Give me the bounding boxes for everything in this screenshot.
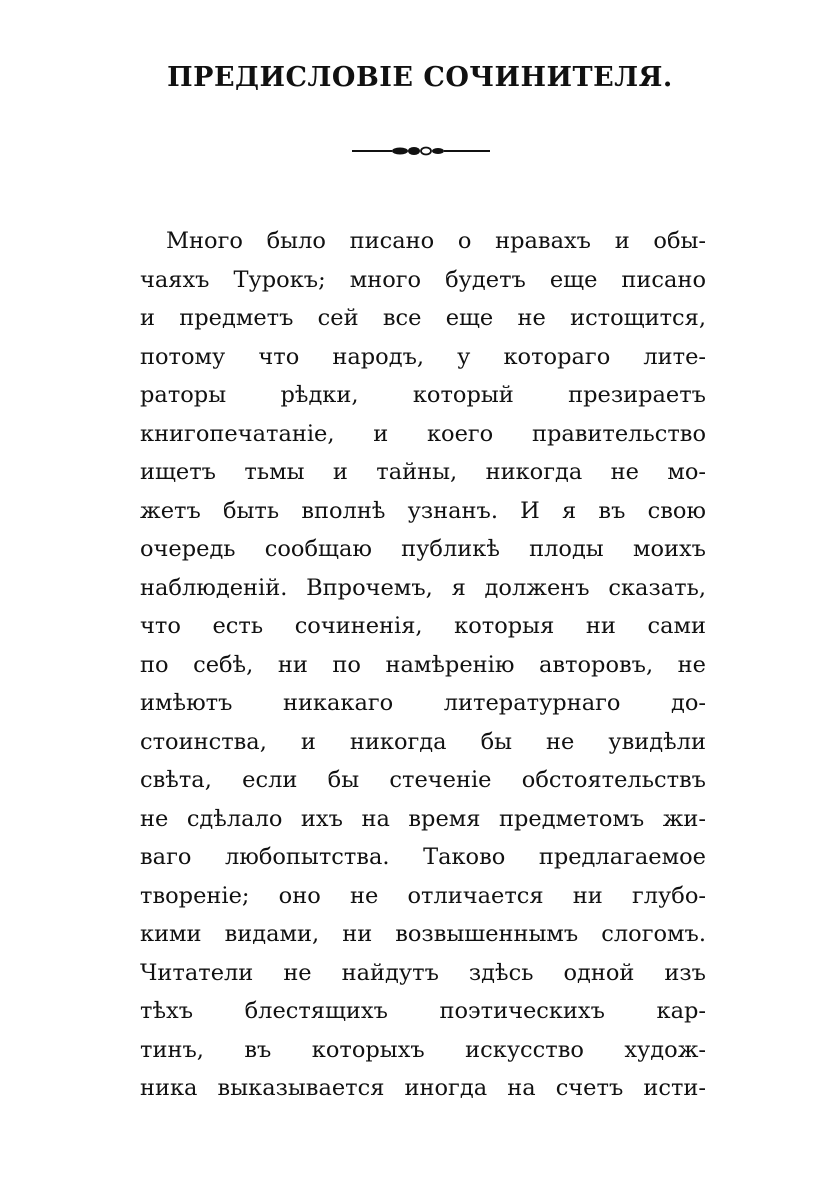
text-line: очередь сообщаю публикѣ плоды моихъ [140, 536, 706, 562]
text-line: ищетъ тьмы и тайны, никогда не мо- [140, 459, 706, 485]
preface-paragraph [140, 222, 706, 1108]
text-line: раторы рѣдки, который презираетъ [140, 382, 706, 408]
text-line: Читатели не найдутъ здѣсь одной изъ [140, 959, 706, 986]
flourish-divider-icon [352, 144, 490, 158]
page-title: ПРЕДИСЛОВІЕ СОЧИНИТЕЛЯ. [167, 62, 673, 93]
text-line: что есть сочиненія, которыя ни сами [140, 613, 706, 639]
text-line: тинъ, въ которыхъ искусство худож- [140, 1036, 706, 1063]
text-line: потому что народъ, у котораго лите- [140, 343, 706, 370]
text-line: чаяхъ Турокъ; много будетъ еще писано [140, 266, 706, 293]
text-line: свѣта, если бы стеченіе обстоятельствъ [140, 767, 706, 793]
text-line: кими видами, ни возвышеннымъ слогомъ. [140, 921, 706, 947]
text-line: Много было писано о нравахъ и обы- [166, 228, 706, 254]
text-line: по себѣ, ни по намѣренію авторовъ, не [140, 651, 706, 678]
text-line: ника выказывается иногда на счетъ исти- [140, 1075, 706, 1101]
text-line: жетъ быть вполнѣ узнанъ. И я въ свою [140, 497, 706, 524]
text-line: не сдѣлало ихъ на время предметомъ жи- [140, 805, 706, 832]
text-line: тѣхъ блестящихъ поэтическихъ кар- [140, 998, 706, 1024]
text-line: ваго любопытства. Таково предлагаемое [140, 844, 706, 870]
text-line: наблюденій. Впрочемъ, я долженъ сказать, [140, 574, 706, 601]
text-line: и предметъ сей все еще не истощится, [140, 305, 706, 331]
text-line: стоинства, и никогда бы не увидѣли [140, 728, 706, 755]
text-line: имѣютъ никакаго литературнаго до- [140, 690, 706, 716]
text-line: твореніе; оно не отличается ни глубо- [140, 882, 706, 909]
text-line: книгопечатаніе, и коего правительство [140, 420, 706, 447]
